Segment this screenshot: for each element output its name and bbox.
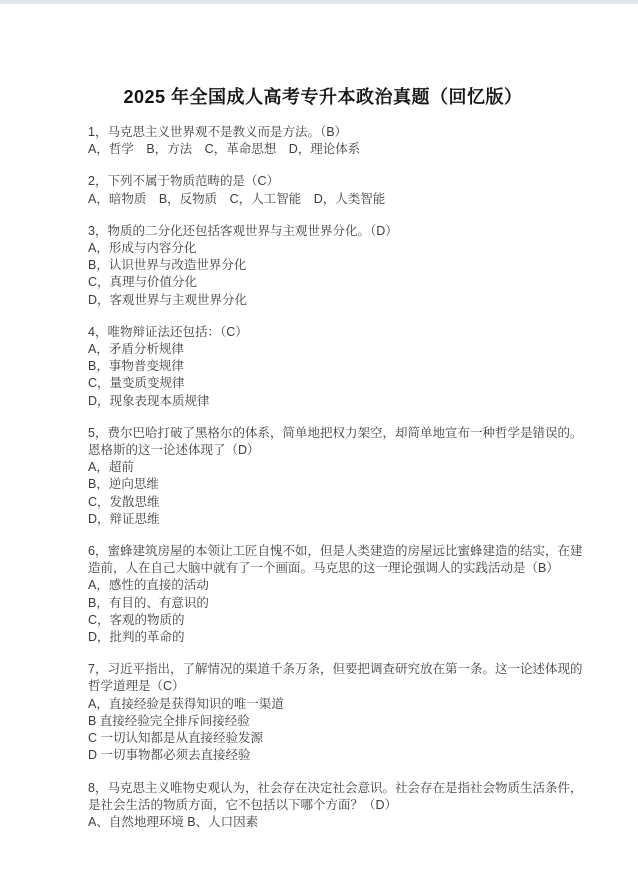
question-line: D，客观世界与主观世界分化 [88, 292, 248, 307]
question-line: D，辩证思维 [88, 511, 160, 526]
question-line: C，客观的物质的 [88, 612, 185, 627]
question-line: 4，唯物辩证法还包括：（C） [88, 324, 248, 339]
question-line: D，现象表现本质规律 [88, 393, 210, 408]
question-block [88, 124, 558, 158]
question-block [88, 173, 558, 207]
question-line: 哲学道理是（C） [88, 679, 185, 694]
question-block [88, 324, 558, 410]
question-line: B，认识世界与改造世界分化 [88, 258, 247, 273]
document-page [0, 4, 598, 831]
question-line: C，量变质变规律 [88, 376, 185, 391]
question-line: A，形成与内容分化 [88, 241, 197, 256]
question-line: 3，物质的二分化还包括客观世界与主观世界分化。（D） [88, 223, 398, 238]
question-block [88, 223, 558, 309]
question-line: A、自然地理环境 B、人口因素 [88, 814, 259, 829]
questions [88, 124, 583, 831]
question-line: 恩格斯的这一论述体现了（D） [88, 443, 260, 458]
question-line: A，矛盾分析规律 [88, 342, 184, 357]
question-block [88, 780, 583, 832]
question-block [88, 661, 583, 764]
question-line: A，超前 [88, 460, 134, 475]
question-line: A，感性的直接的活动 [88, 578, 209, 593]
question-line: 2，下列不属于物质范畴的是（C） [88, 174, 279, 189]
question-line: 是社会生活的物质方面，它不包括以下哪个方面？（D） [88, 797, 398, 812]
question-line: 7，习近平指出，了解情况的渠道千条万条，但要把调查研究放在第一条。这一论述体现的 [88, 662, 583, 677]
question-line: D，批判的革命的 [88, 630, 185, 645]
question-line: B，事物普变规律 [88, 359, 184, 374]
question-line: C，真理与价值分化 [88, 275, 198, 290]
question-line: 1，马克思主义世界观不是教义而是方法。（B） [88, 125, 348, 139]
question-line: 造前，人在自己大脑中就有了一个画面。马克思的这一理论强调人的实践活动是（B） [88, 561, 559, 576]
question-line: C，发散思维 [88, 494, 160, 509]
question-line: 6，蜜蜂建筑房屋的本领让工匠自愧不如，但是人类建造的房屋远比蜜蜂建造的结实，在建 [88, 544, 583, 559]
question-line: D 一切事物都必须去直接经验 [88, 748, 251, 763]
question-line: B 直接经验完全排斥间接经验 [88, 713, 250, 728]
page-title: 2025 年全国成人高考专升本政治真题（回忆版） [123, 87, 523, 107]
question-line: 8，马克思主义唯物史观认为，社会存在决定社会意识。社会存在是指社会物质生活条件， [88, 780, 583, 795]
question-line: A，哲学 B，方法 C，革命思想 D，理论体系 [88, 142, 361, 157]
question-line: B，逆向思维 [88, 477, 159, 492]
question-line: A，暗物质 B，反物质 C，人工智能 D，人类智能 [88, 191, 386, 206]
question-line: B，有目的、有意识的 [88, 595, 209, 610]
question-line: 5，费尔巴哈打破了黑格尔的体系，简单地把权力架空，却简单地宣布一种哲学是错误的。 [88, 425, 583, 440]
question-line: C 一切认知都是从直接经验发源 [88, 731, 264, 746]
question-block [88, 543, 583, 646]
question-block [88, 425, 583, 528]
question-line: A，直接经验是获得知识的唯一渠道 [88, 696, 284, 711]
